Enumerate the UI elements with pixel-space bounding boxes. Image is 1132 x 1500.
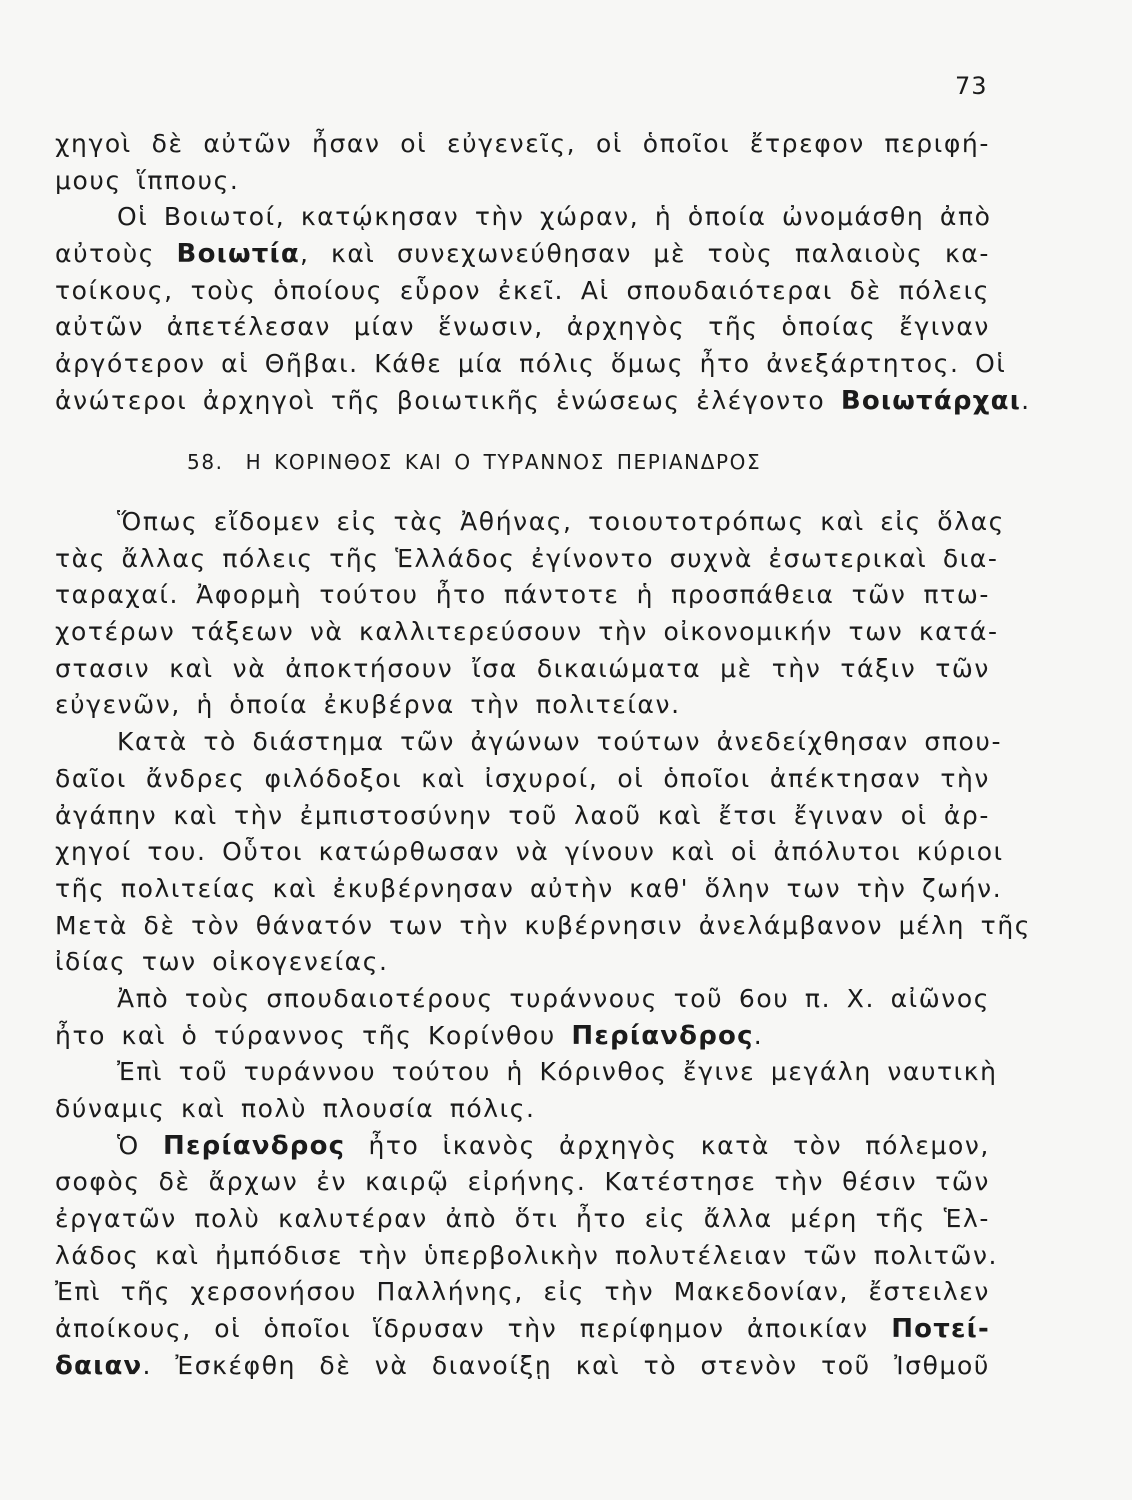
text-line: Ἐπὶ τῆς χερσονήσου Παλλήνης, εἰς τὴν Μακεδονίαν, ἔστειλεν [55,1277,990,1307]
section-title: Η ΚΟΡΙΝΘΟΣ ΚΑΙ Ο ΤΥΡΑΝΝΟΣ ΠΕΡΙΑΝΔΡΟΣ [245,450,762,474]
text-line: Ὁ Περίανδρος ἦτο ἱκανὸς ἀρχηγὸς κατὰ τὸν πόλεμον, [117,1130,990,1161]
text-line: ἰδίας των οἰκογενείας. [55,947,389,977]
text-line: σοφὸς δὲ ἄρχων ἐν καιρῷ εἰρήνης. Κατέστησε τὴν θέσιν τῶν [55,1167,990,1197]
text-line: τὰς ἄλλας πόλεις τῆς Ἑλλάδος ἐγίνοντο συχνὰ ἐσωτερικαὶ δια- [55,543,999,573]
text-line: αὐτῶν ἀπετέλεσαν μίαν ἕνωσιν, ἀρχηγὸς τῆς ὁποίας ἔγιναν [55,312,990,342]
text-line: εὐγενῶν, ἡ ὁποία ἐκυβέρνα τὴν πολιτείαν. [55,690,681,720]
text-line: δύναμις καὶ πολὺ πλουσία πόλις. [55,1094,536,1123]
text-line: ἀργότερον αἱ Θῆβαι. Κάθε μία πόλις ὅμως ἦτο ἀνεξάρτητος. Οἱ [55,349,1007,379]
text-line: χηγοὶ δὲ αὐτῶν ἦσαν οἱ εὐγενεῖς, οἱ ὁποῖοι ἔτρεφον περιφή- [55,129,990,158]
text-line: χοτέρων τάξεων νὰ καλλιτερεύσουν τὴν οἰκονομικήν των κατά- [55,617,999,647]
page-number: 73 [955,72,988,100]
text-line: ἦτο καὶ ὁ τύραννος τῆς Κορίνθου Περίανδρος. [55,1020,764,1051]
text-line: Μετὰ δὲ τὸν θάνατόν των τὴν κυβέρνησιν ἀνελάμβανον μέλη τῆς [55,910,1032,940]
text-line: ἀνώτεροι ἀρχηγοὶ τῆς βοιωτικῆς ἑνώσεως ἐλέγοντο Βοιωτάρχαι. [55,385,1031,416]
text-line: Ἐπὶ τοῦ τυράννου τούτου ἡ Κόρινθος ἔγινε μεγάλη ναυτικὴ [117,1057,998,1087]
text-line: ταραχαί. Ἀφορμὴ τούτου ἦτο πάντοτε ἡ προσπάθεια τῶν πτω- [55,580,990,610]
bold-term: δαιαν [55,1350,143,1381]
text-line: δαιαν. Ἐσκέφθη δὲ νὰ διανοίξῃ καὶ τὸ στενὸν τοῦ Ἰσθμοῦ [55,1350,990,1381]
paragraphs-block-1 [55,126,1031,420]
text-line: λάδος καὶ ἠμπόδισε τὴν ὑπερβολικὴν πολυτέλειαν τῶν πολιτῶν. [55,1240,999,1270]
bold-term: Βοιωτάρχαι [840,385,1022,416]
text-line: Ὅπως εἴδομεν εἰς τὰς Ἀθήνας, τοιουτοτρόπως καὶ εἰς ὅλας [117,507,1005,536]
section-heading [187,450,761,474]
text-line: Ἀπὸ τοὺς σπουδαιοτέρους τυράννους τοῦ 6ου π. Χ. αἰῶνος [117,983,990,1013]
text-line: στασιν καὶ νὰ ἀποκτήσουν ἴσα δικαιώματα μὲ τὴν τάξιν τῶν [55,653,990,683]
text-line: ἀγάπην καὶ τὴν ἐμπιστοσύνην τοῦ λαοῦ καὶ ἔτσι ἔγιναν οἱ ἀρ- [55,800,990,830]
bold-term: Περίανδρος [571,1020,754,1051]
text-line: Οἱ Βοιωτοί, κατῴκησαν τὴν χώραν, ἡ ὁποία ὠνομάσθη ἀπὸ [117,202,992,232]
text-line: δαῖοι ἄνδρες φιλόδοξοι καὶ ἰσχυροί, οἱ ὁποῖοι ἀπέκτησαν τὴν [55,763,990,793]
bold-term: Ποτεί- [891,1314,990,1345]
text-line: τῆς πολιτείας καὶ ἐκυβέρνησαν αὐτὴν καθ' ὅλην των τὴν ζωήν. [55,873,1003,903]
section-number: 58. [187,450,224,474]
text-line: χηγοί του. Οὗτοι κατώρθωσαν νὰ γίνουν καὶ οἱ ἀπόλυτοι κύριοι [55,837,1004,867]
paragraphs-block-2 [55,504,1032,1385]
bold-term: Βοιωτία [176,239,300,270]
text-line: τοίκους, τοὺς ὁποίους εὗρον ἐκεῖ. Αἱ σπουδαιότεραι δὲ πόλεις [55,275,990,305]
text-line: Κατὰ τὸ διάστημα τῶν ἀγώνων τούτων ἀνεδείχθησαν σπου- [117,727,1003,757]
bold-term: Περίανδρος [162,1130,346,1161]
text-line: ἀποίκους, οἱ ὁποῖοι ἵδρυσαν τὴν περίφημον ἀποικίαν Ποτεί- [55,1314,990,1345]
text-line: ἐργατῶν πολὺ καλυτέραν ἀπὸ ὅτι ἦτο εἰς ἄλλα μέρη τῆς Ἑλ- [55,1204,990,1234]
text-line: μους ἵππους. [55,165,240,195]
text-line: αὐτοὺς Βοιωτία, καὶ συνεχωνεύθησαν μὲ τοὺς παλαιοὺς κα- [55,239,990,270]
